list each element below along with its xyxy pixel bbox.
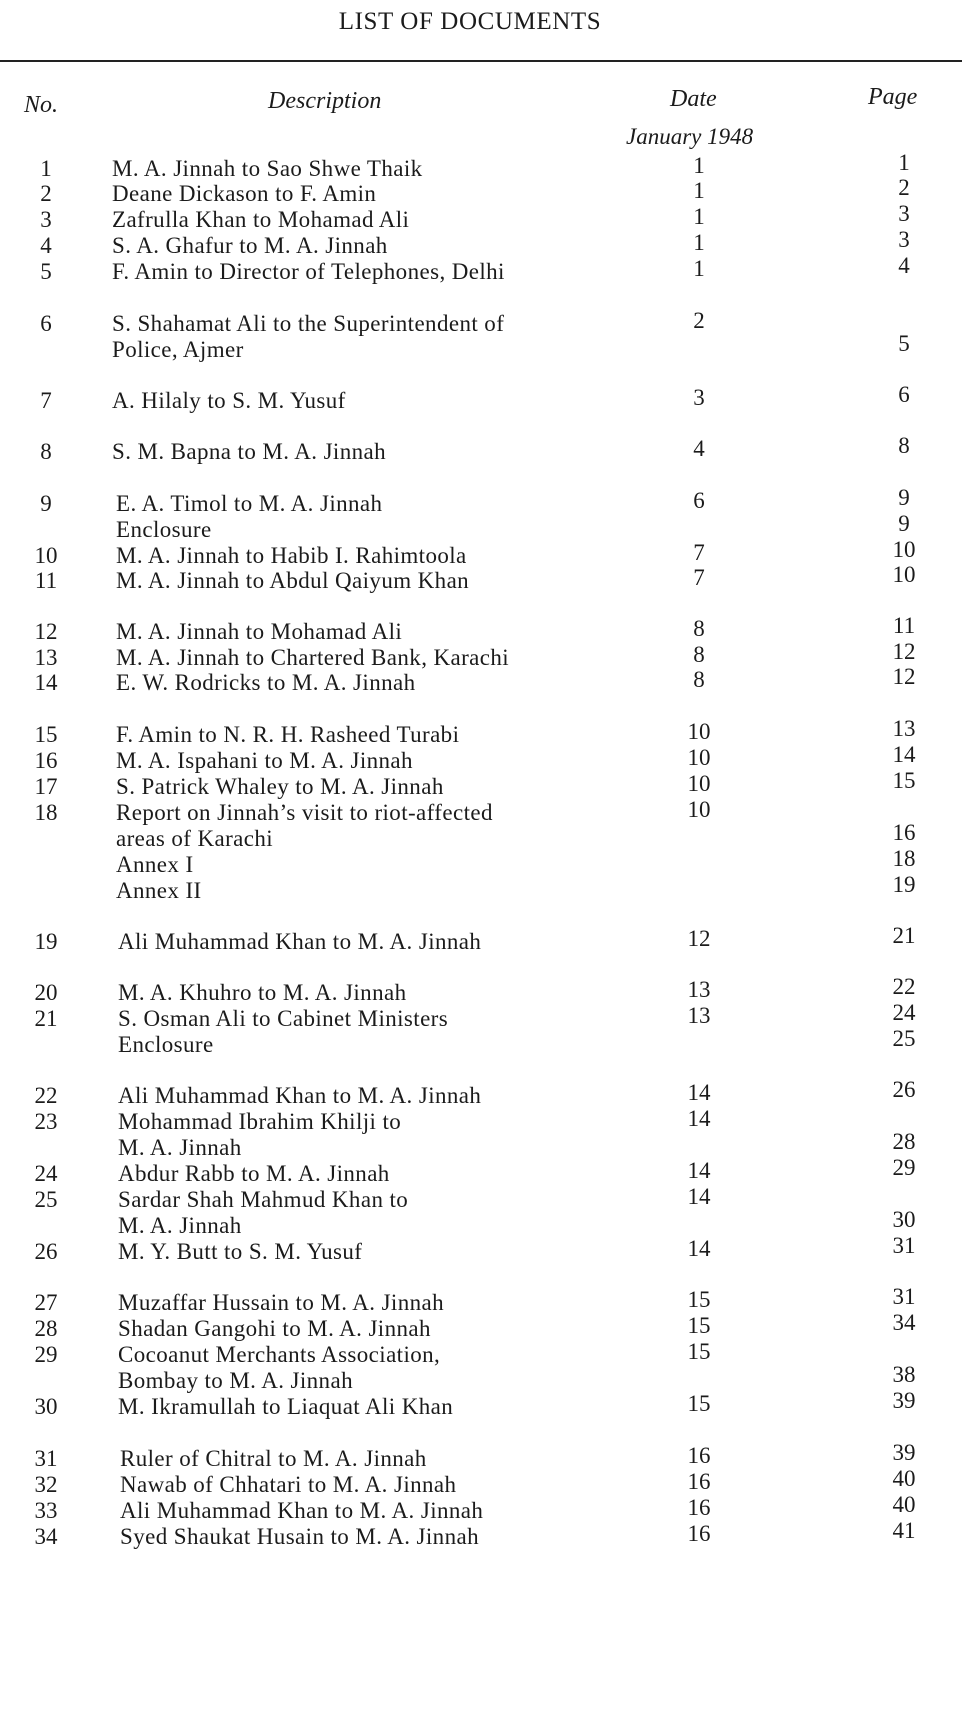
document-row (0, 820, 962, 853)
document-date: 16 (687, 1469, 711, 1494)
document-date: 13 (687, 1003, 711, 1028)
document-date: 2 (693, 308, 705, 333)
document-row (0, 253, 962, 286)
document-description: S. Osman Ali to Cabinet Ministers (118, 1006, 449, 1031)
document-number: 20 (34, 980, 58, 1005)
document-description: M. A. Ispahani to M. A. Jinnah (116, 748, 413, 773)
document-number: 21 (34, 1006, 58, 1031)
document-description: F. Amin to N. R. H. Rasheed Turabi (116, 722, 460, 747)
document-number: 3 (40, 207, 52, 232)
document-description: Ali Muhammad Khan to M. A. Jinnah (120, 1498, 484, 1523)
document-row (0, 1284, 962, 1317)
document-description: Ali Muhammad Khan to M. A. Jinnah (118, 1083, 482, 1108)
header-rule (0, 60, 962, 62)
document-description: M. A. Jinnah to Abdul Qaiyum Khan (116, 568, 470, 593)
document-page: 30 (892, 1207, 916, 1232)
document-description: Ruler of Chitral to M. A. Jinnah (120, 1446, 427, 1471)
document-number: 5 (40, 259, 52, 284)
document-row (0, 923, 962, 956)
document-row (0, 331, 962, 364)
document-row (0, 1440, 962, 1473)
document-number: 7 (40, 388, 52, 413)
document-date: 16 (687, 1521, 711, 1546)
document-date: 14 (687, 1080, 711, 1105)
document-number: 18 (34, 800, 58, 825)
document-page: 25 (892, 1026, 916, 1051)
document-date: 15 (687, 1391, 711, 1416)
document-date: 1 (693, 204, 705, 229)
document-description: S. Shahamat Ali to the Superintendent of (112, 311, 505, 336)
document-description: S. Patrick Whaley to M. A. Jinnah (116, 774, 444, 799)
document-row (0, 799, 962, 827)
document-description: Muzaffar Hussain to M. A. Jinnah (118, 1290, 445, 1315)
document-date: 15 (687, 1339, 711, 1364)
column-header-description: Description (268, 88, 382, 114)
document-description: M. Y. Butt to S. M. Yusuf (118, 1239, 363, 1264)
document-description: E. A. Timol to M. A. Jinnah (116, 491, 383, 516)
document-date: 8 (693, 642, 705, 667)
document-page: 3 (898, 201, 910, 226)
document-row (0, 639, 962, 672)
document-description: Shadan Gangohi to M. A. Jinnah (118, 1316, 431, 1341)
document-description: M. A. Khuhro to M. A. Jinnah (118, 980, 407, 1005)
document-description: areas of Karachi (116, 826, 274, 851)
document-row (0, 1207, 962, 1240)
document-row (0, 664, 962, 697)
document-row (0, 1388, 962, 1421)
document-page: 38 (892, 1362, 916, 1387)
column-header-page: Page (868, 84, 918, 110)
document-row (0, 1310, 962, 1343)
document-number: 22 (34, 1083, 58, 1108)
document-row (0, 716, 962, 749)
document-date: 13 (687, 977, 711, 1002)
document-number: 15 (34, 722, 58, 747)
document-description: Annex I (116, 852, 194, 877)
document-date: 14 (687, 1158, 711, 1183)
document-date: 1 (693, 256, 705, 281)
column-header-no: No. (24, 92, 59, 118)
document-page: 40 (892, 1466, 916, 1491)
document-row (0, 433, 962, 466)
document-description: M. A. Jinnah to Mohamad Ali (116, 619, 403, 644)
document-row (0, 846, 962, 879)
document-description: M. A. Jinnah (118, 1213, 242, 1238)
document-number: 25 (34, 1187, 58, 1212)
document-page: 40 (892, 1492, 916, 1517)
document-row (0, 1492, 962, 1525)
document-row (0, 1026, 962, 1059)
document-description: Report on Jinnah’s visit to riot-affected (116, 800, 493, 825)
document-page: 18 (892, 846, 916, 871)
document-description: A. Hilaly to S. M. Yusuf (112, 388, 346, 413)
document-date: 16 (687, 1495, 711, 1520)
document-description: Syed Shaukat Husain to M. A. Jinnah (120, 1524, 479, 1549)
document-date: 10 (687, 719, 711, 744)
document-number: 11 (34, 568, 58, 593)
document-date: 14 (687, 1106, 711, 1131)
document-page: 9 (898, 485, 910, 510)
document-page: 3 (898, 227, 910, 252)
document-row (0, 872, 962, 905)
document-number: 29 (34, 1342, 58, 1367)
date-group-label: January 1948 (626, 124, 754, 149)
document-page: 28 (892, 1129, 916, 1154)
document-page: 26 (892, 1077, 916, 1102)
document-page: 16 (892, 820, 916, 845)
document-description: Sardar Shah Mahmud Khan to (118, 1187, 409, 1212)
document-number: 27 (34, 1290, 58, 1315)
document-date: 14 (687, 1236, 711, 1261)
document-page: 10 (892, 537, 916, 562)
document-description: Mohammad Ibrahim Khilji to (118, 1109, 402, 1134)
document-description: M. A. Jinnah to Chartered Bank, Karachi (116, 645, 510, 670)
document-row (0, 1000, 962, 1033)
document-date: 1 (693, 153, 705, 178)
document-description: Deane Dickason to F. Amin (112, 181, 377, 206)
document-row (0, 768, 962, 801)
document-description: M. A. Jinnah (118, 1135, 242, 1160)
document-page: 19 (892, 872, 916, 897)
document-page: 39 (892, 1440, 916, 1465)
document-page: 9 (898, 511, 910, 536)
document-row (0, 1108, 962, 1136)
document-description: M. A. Jinnah to Sao Shwe Thaik (112, 156, 423, 181)
document-description: Cocoanut Merchants Association, (118, 1342, 441, 1367)
document-row (0, 974, 962, 1007)
document-number: 23 (34, 1109, 58, 1134)
document-date: 3 (693, 385, 705, 410)
document-number: 32 (34, 1472, 58, 1497)
document-date: 15 (687, 1313, 711, 1338)
document-page: 13 (892, 716, 916, 741)
document-description: F. Amin to Director of Telephones, Delhi (112, 259, 505, 284)
document-number: 8 (40, 439, 52, 464)
document-row (0, 511, 962, 544)
document-description: M. Ikramullah to Liaquat Ali Khan (118, 1394, 454, 1419)
document-page: 21 (892, 923, 916, 948)
document-number: 34 (34, 1524, 58, 1549)
document-date: 1 (693, 230, 705, 255)
document-description: Enclosure (118, 1032, 214, 1057)
page-title: LIST OF DOCUMENTS (338, 8, 602, 35)
document-date: 10 (687, 797, 711, 822)
document-number: 9 (40, 491, 52, 516)
document-page: 34 (892, 1310, 916, 1335)
document-row (0, 613, 962, 646)
document-page: 2 (898, 175, 910, 200)
document-page: 29 (892, 1155, 916, 1180)
document-number: 33 (34, 1498, 58, 1523)
document-page: 15 (892, 768, 916, 793)
document-description: Zafrulla Khan to Mohamad Ali (112, 207, 410, 232)
document-page: 10 (892, 562, 916, 587)
document-row (0, 1362, 962, 1395)
document-row (0, 562, 962, 595)
document-row (0, 150, 962, 183)
document-date: 6 (693, 488, 705, 513)
document-page: 22 (892, 974, 916, 999)
document-page: 5 (898, 331, 910, 356)
document-description: M. A. Jinnah to Habib I. Rahimtoola (116, 543, 467, 568)
document-page: 39 (892, 1388, 916, 1413)
document-date: 16 (687, 1443, 711, 1468)
document-page: 8 (898, 433, 910, 458)
document-number: 4 (40, 233, 52, 258)
document-date: 10 (687, 771, 711, 796)
document-page: 1 (898, 150, 910, 175)
document-date: 15 (687, 1287, 711, 1312)
document-description: Annex II (116, 878, 202, 903)
document-page: 12 (892, 664, 916, 689)
document-description: Enclosure (116, 517, 212, 542)
document-number: 1 (40, 156, 52, 181)
document-number: 16 (34, 748, 58, 773)
document-number: 13 (34, 645, 58, 670)
document-date: 1 (693, 178, 705, 203)
document-row (0, 1155, 962, 1188)
document-row (0, 1186, 962, 1214)
document-date: 7 (693, 540, 705, 565)
document-number: 6 (40, 311, 52, 336)
document-date: 10 (687, 745, 711, 770)
document-date: 8 (693, 616, 705, 641)
document-page: 41 (892, 1518, 916, 1543)
document-row (0, 485, 962, 518)
document-page: 24 (892, 1000, 916, 1025)
document-description: Ali Muhammad Khan to M. A. Jinnah (118, 929, 482, 954)
document-number: 2 (40, 181, 52, 206)
document-page: 11 (892, 613, 916, 638)
document-number: 19 (34, 929, 58, 954)
document-row (0, 1233, 962, 1266)
document-number: 30 (34, 1394, 58, 1419)
document-number: 31 (34, 1446, 58, 1471)
document-number: 26 (34, 1239, 58, 1264)
document-date: 4 (693, 436, 705, 461)
column-header-date: Date (670, 86, 717, 112)
document-page: 12 (892, 639, 916, 664)
document-number: 28 (34, 1316, 58, 1341)
document-description: E. W. Rodricks to M. A. Jinnah (116, 670, 416, 695)
document-page: 31 (892, 1233, 916, 1258)
document-number: 10 (34, 543, 58, 568)
document-description: Police, Ajmer (112, 337, 244, 362)
document-date: 7 (693, 565, 705, 590)
document-row (0, 310, 962, 338)
document-row (0, 201, 962, 234)
document-number: 24 (34, 1161, 58, 1186)
document-row (0, 537, 962, 570)
document-number: 12 (34, 619, 58, 644)
document-description: Bombay to M. A. Jinnah (118, 1368, 353, 1393)
document-row (0, 1129, 962, 1162)
document-row (0, 175, 962, 208)
document-row (0, 1518, 962, 1551)
document-row (0, 1466, 962, 1499)
document-date: 14 (687, 1184, 711, 1209)
document-row (0, 1077, 962, 1110)
document-page: 4 (898, 253, 910, 278)
document-page: 14 (892, 742, 916, 767)
document-page: 6 (898, 382, 910, 407)
document-page: 31 (892, 1284, 916, 1309)
document-description: Nawab of Chhatari to M. A. Jinnah (120, 1472, 457, 1497)
document-number: 17 (34, 774, 58, 799)
document-row (0, 382, 962, 415)
document-description: Abdur Rabb to M. A. Jinnah (118, 1161, 390, 1186)
document-date: 8 (693, 667, 705, 692)
document-description: S. A. Ghafur to M. A. Jinnah (112, 233, 388, 258)
document-date: 12 (687, 926, 711, 951)
document-description: S. M. Bapna to M. A. Jinnah (112, 439, 387, 464)
document-row (0, 742, 962, 775)
document-row (0, 227, 962, 260)
document-row (0, 1341, 962, 1369)
document-number: 14 (34, 670, 58, 695)
